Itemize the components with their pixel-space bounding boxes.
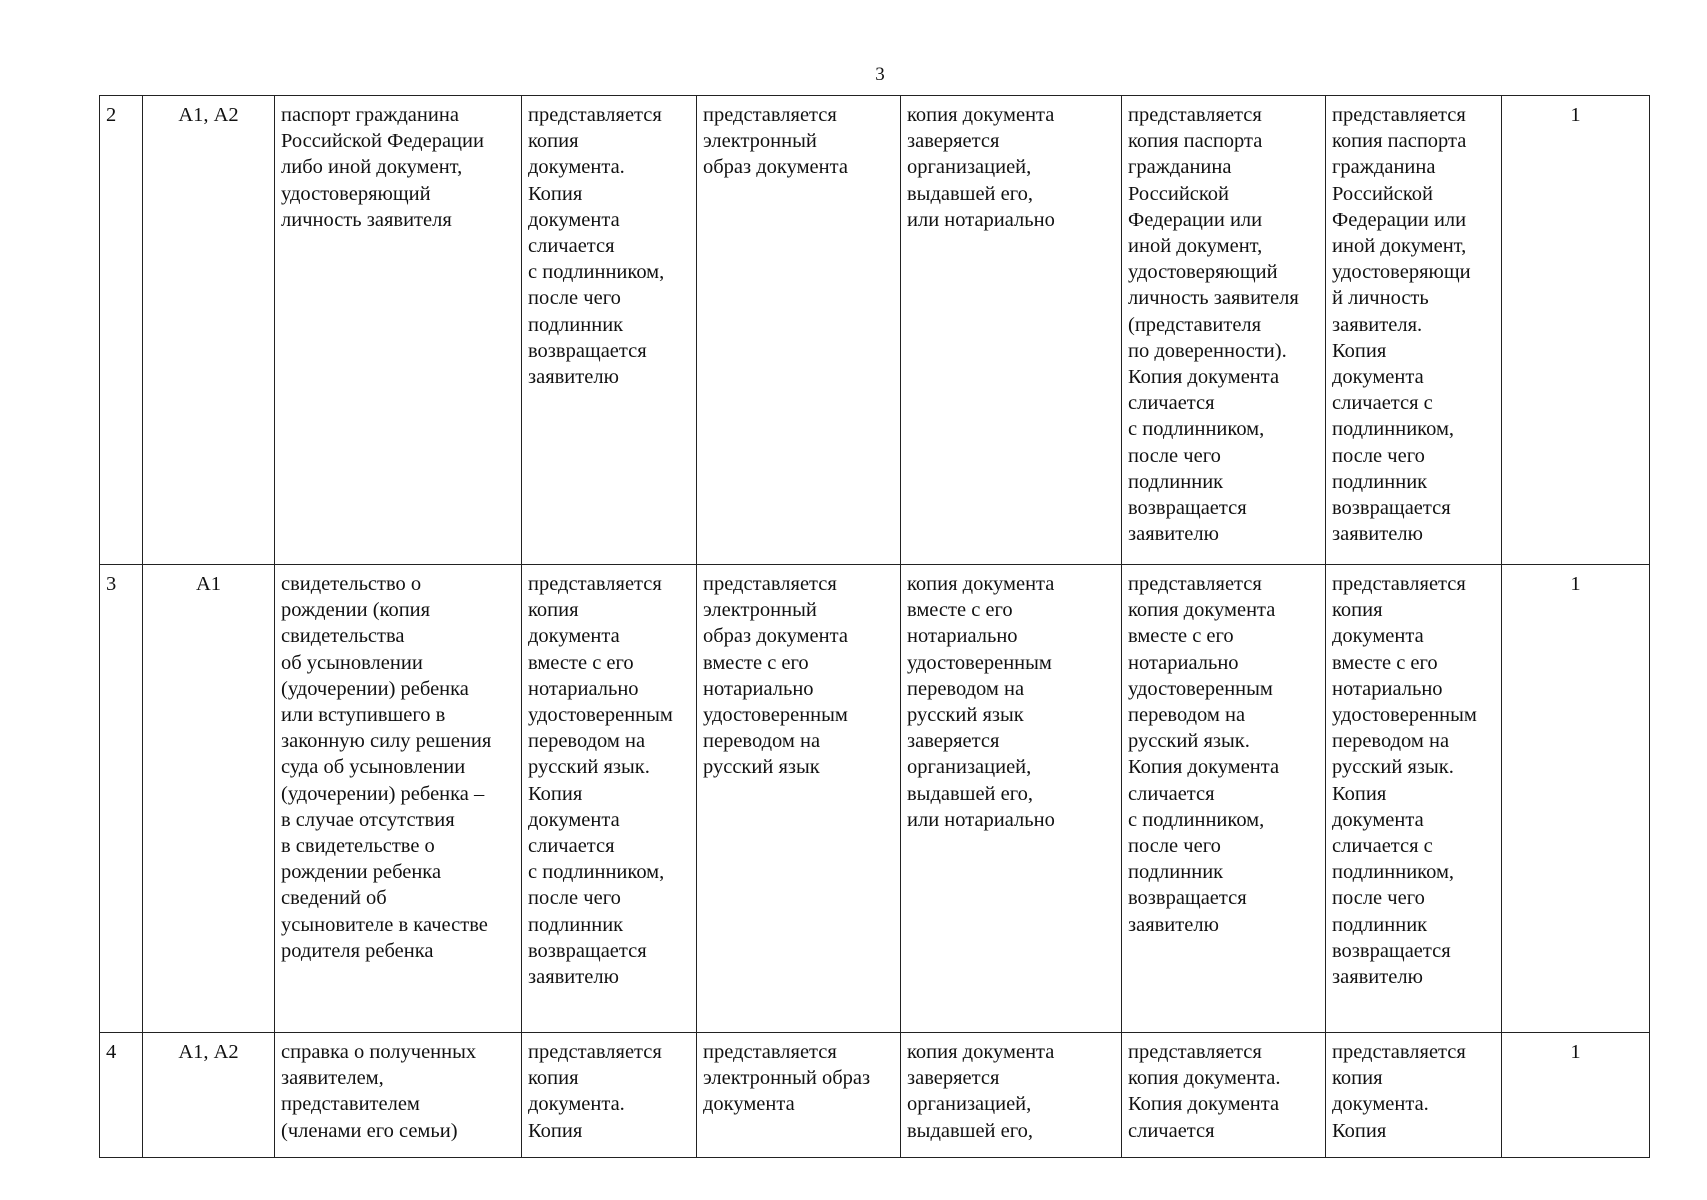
document-count: 1	[1502, 96, 1650, 565]
table-row	[100, 565, 1650, 1033]
submission-in-person: представляется копия документа вместе с его нотариально удостоверенным переводом на русский язык. Копия документа сличается с подлинником, после чего подлинник возвращается заявителю	[522, 565, 697, 1033]
submission-mfc: представляется копия документа. Копия документа сличается	[1122, 1033, 1326, 1158]
document-name: свидетельство о рождении (копия свидетельства об усыновлении (удочерении) ребенка или вступившего в законную силу решения суда об усыновлении (удочерении) ребенка – в случае отсутствия в свидетельстве о рождении ребенка сведений об усыновителе в качестве родителя ребенка	[275, 565, 522, 1033]
table-row	[100, 1033, 1650, 1158]
submission-by-mail: копия документа заверяется организацией, выдавшей его, или нотариально	[901, 96, 1122, 565]
document-name: паспорт гражданина Российской Федерации либо иной документ, удостоверяющий личность заявителя	[275, 96, 522, 565]
table-row	[100, 96, 1650, 565]
applicant-category: А1, А2	[143, 96, 275, 565]
submission-other: представляется копия документа. Копия	[1326, 1033, 1502, 1158]
page-number: 3	[875, 64, 885, 85]
submission-mfc: представляется копия документа вместе с его нотариально удостоверенным переводом на русский язык. Копия документа сличается с подлинником, после чего подлинник возвращается заявителю	[1122, 565, 1326, 1033]
submission-by-mail: копия документа вместе с его нотариально удостоверенным переводом на русский язык заверяется организацией, выдавшей его, или нотариально	[901, 565, 1122, 1033]
document-count: 1	[1502, 565, 1650, 1033]
applicant-category: А1, А2	[143, 1033, 275, 1158]
document-count: 1	[1502, 1033, 1650, 1158]
row-number: 3	[100, 565, 143, 1033]
requirements-table	[99, 95, 1650, 1158]
submission-other: представляется копия паспорта гражданина Российской Федерации или иной документ, удостоверяющи й личность заявителя. Копия документа сличается с подлинником, после чего подлинник возвращается заявителю	[1326, 96, 1502, 565]
submission-by-mail: копия документа заверяется организацией, выдавшей его,	[901, 1033, 1122, 1158]
row-number: 4	[100, 1033, 143, 1158]
submission-electronic: представляется электронный образ документа	[697, 96, 901, 565]
row-number: 2	[100, 96, 143, 565]
submission-electronic: представляется электронный образ документа	[697, 1033, 901, 1158]
submission-in-person: представляется копия документа. Копия документа сличается с подлинником, после чего подлинник возвращается заявителю	[522, 96, 697, 565]
document-name: справка о полученных заявителем, представителем (членами его семьи)	[275, 1033, 522, 1158]
submission-other: представляется копия документа вместе с его нотариально удостоверенным переводом на русский язык. Копия документа сличается с подлинником, после чего подлинник возвращается заявителю	[1326, 565, 1502, 1033]
submission-in-person: представляется копия документа. Копия	[522, 1033, 697, 1158]
submission-electronic: представляется электронный образ документа вместе с его нотариально удостоверенным переводом на русский язык	[697, 565, 901, 1033]
applicant-category: А1	[143, 565, 275, 1033]
submission-mfc: представляется копия паспорта гражданина Российской Федерации или иной документ, удостоверяющий личность заявителя (представителя по доверенности). Копия документа сличается с подлинником, после чего подлинник возвращается заявителю	[1122, 96, 1326, 565]
